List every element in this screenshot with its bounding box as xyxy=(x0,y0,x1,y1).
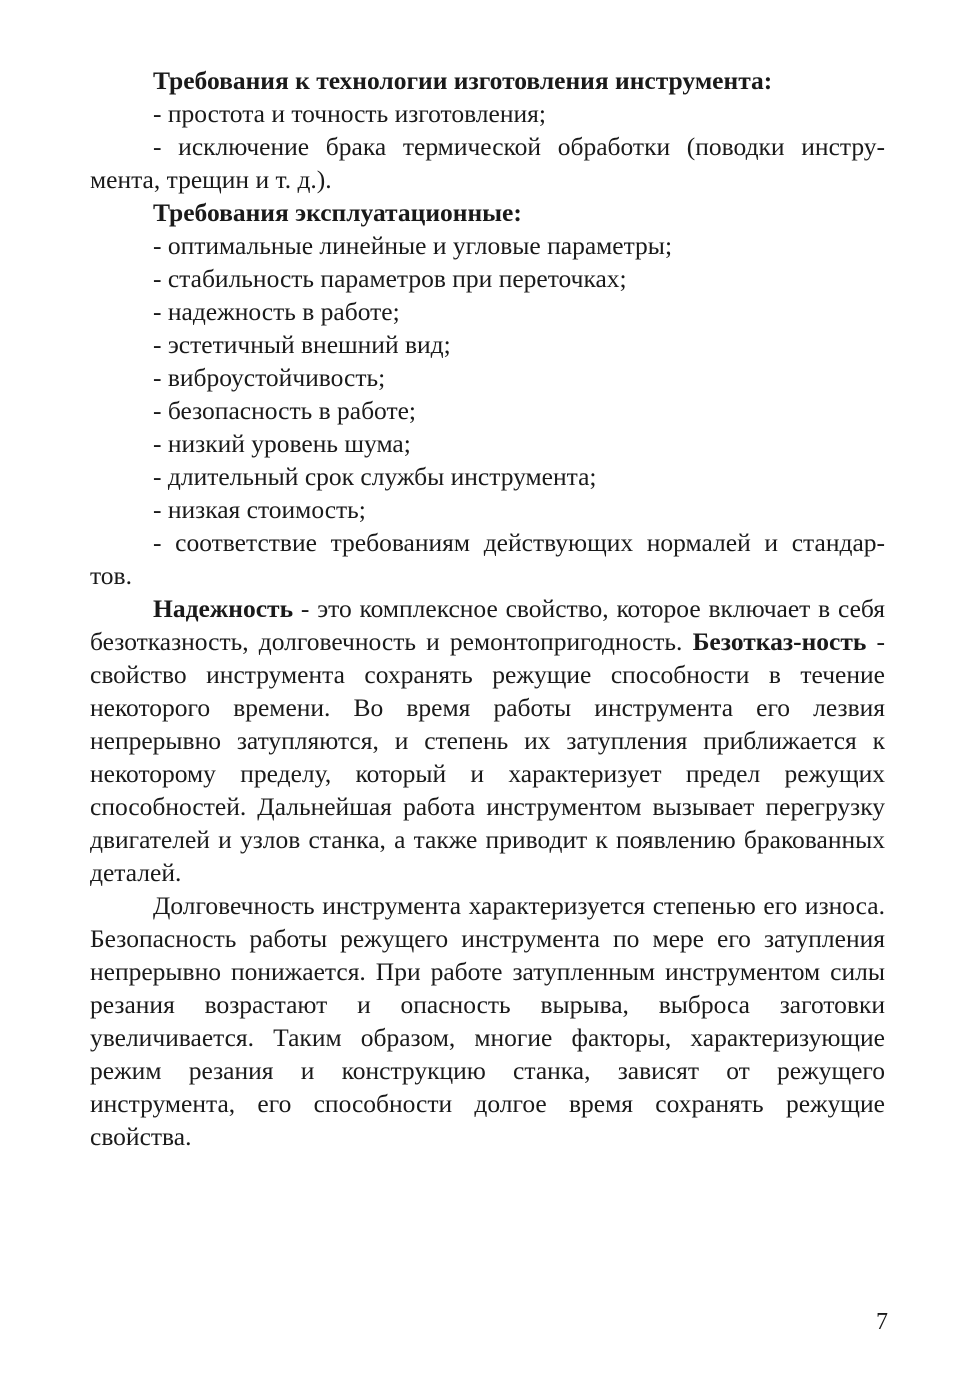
exploit-item-cost: - низкая стоимость; xyxy=(153,495,366,524)
reliability-text-1: - это комплексное свойство, которое включает в себя безотказность, долговечность и ремонтопригодность. xyxy=(90,594,885,656)
exploit-item-service-life: - длительный срок службы инструмента; xyxy=(153,462,597,491)
exploit-item-standards-line-2: тов. xyxy=(90,561,132,590)
tech-item-no-defects-line-1: - исключение брака термической обработки (поводки инстру- xyxy=(153,132,885,161)
durability-paragraph: Долговечность инструмента характеризуется степенью его износа. Безопасность работы режущего инструмента по мере его затупления непрерывно понижается. При работе затупленным инструментом силы резания возрастают и опасность вырыва, выброса заготовки увеличивается. Таким образом, многие факторы, характеризующие режим резания и конструкцию станка, зависят от режущего инструмента, его способности долгое время сохранять режущие свойства. xyxy=(90,891,885,1151)
exploit-item-reliability: - надежность в работе; xyxy=(153,297,400,326)
exploit-item-appearance: - эстетичный внешний вид; xyxy=(153,330,451,359)
tech-item-no-defects xyxy=(90,130,885,196)
page-number: 7 xyxy=(876,1309,888,1335)
reliability-text-2: - свойство инструмента сохранять режущие способности в течение некоторого времени. Во время работы инструмента его лезвия непрерывно затупляются, и степень их затупления приближается к некоторому пределу, который и характеризует предел режущих способностей. Дальнейшая работа инструментом вызывает перегрузку двигателей и узлов станка, а также приводит к появлению бракованных деталей. xyxy=(90,627,885,887)
term-failsafe: Безотказ-ность xyxy=(692,627,867,656)
exploit-item-standards-line-1: - соответствие требованиям действующих нормалей и стандар- xyxy=(153,528,885,557)
tech-item-simplicity: - простота и точность изготовления; xyxy=(153,99,546,128)
exploit-item-safety: - безопасность в работе; xyxy=(153,396,417,425)
exploit-item-vibration: - виброустойчивость; xyxy=(153,363,386,392)
exploit-requirements-heading: Требования эксплуатационные: xyxy=(153,198,522,227)
reliability-paragraph xyxy=(90,592,885,889)
exploit-item-noise: - низкий уровень шума; xyxy=(153,429,411,458)
tech-requirements-heading: Требования к технологии изготовления инструмента: xyxy=(153,66,773,95)
exploit-item-standards xyxy=(90,526,885,592)
exploit-item-stability: - стабильность параметров при переточках; xyxy=(153,264,627,293)
exploit-item-parameters: - оптимальные линейные и угловые параметры; xyxy=(153,231,673,260)
tech-item-no-defects-line-2: мента, трещин и т. д.). xyxy=(90,165,332,194)
page-body xyxy=(90,64,885,1153)
term-reliability: Надежность xyxy=(153,594,294,623)
